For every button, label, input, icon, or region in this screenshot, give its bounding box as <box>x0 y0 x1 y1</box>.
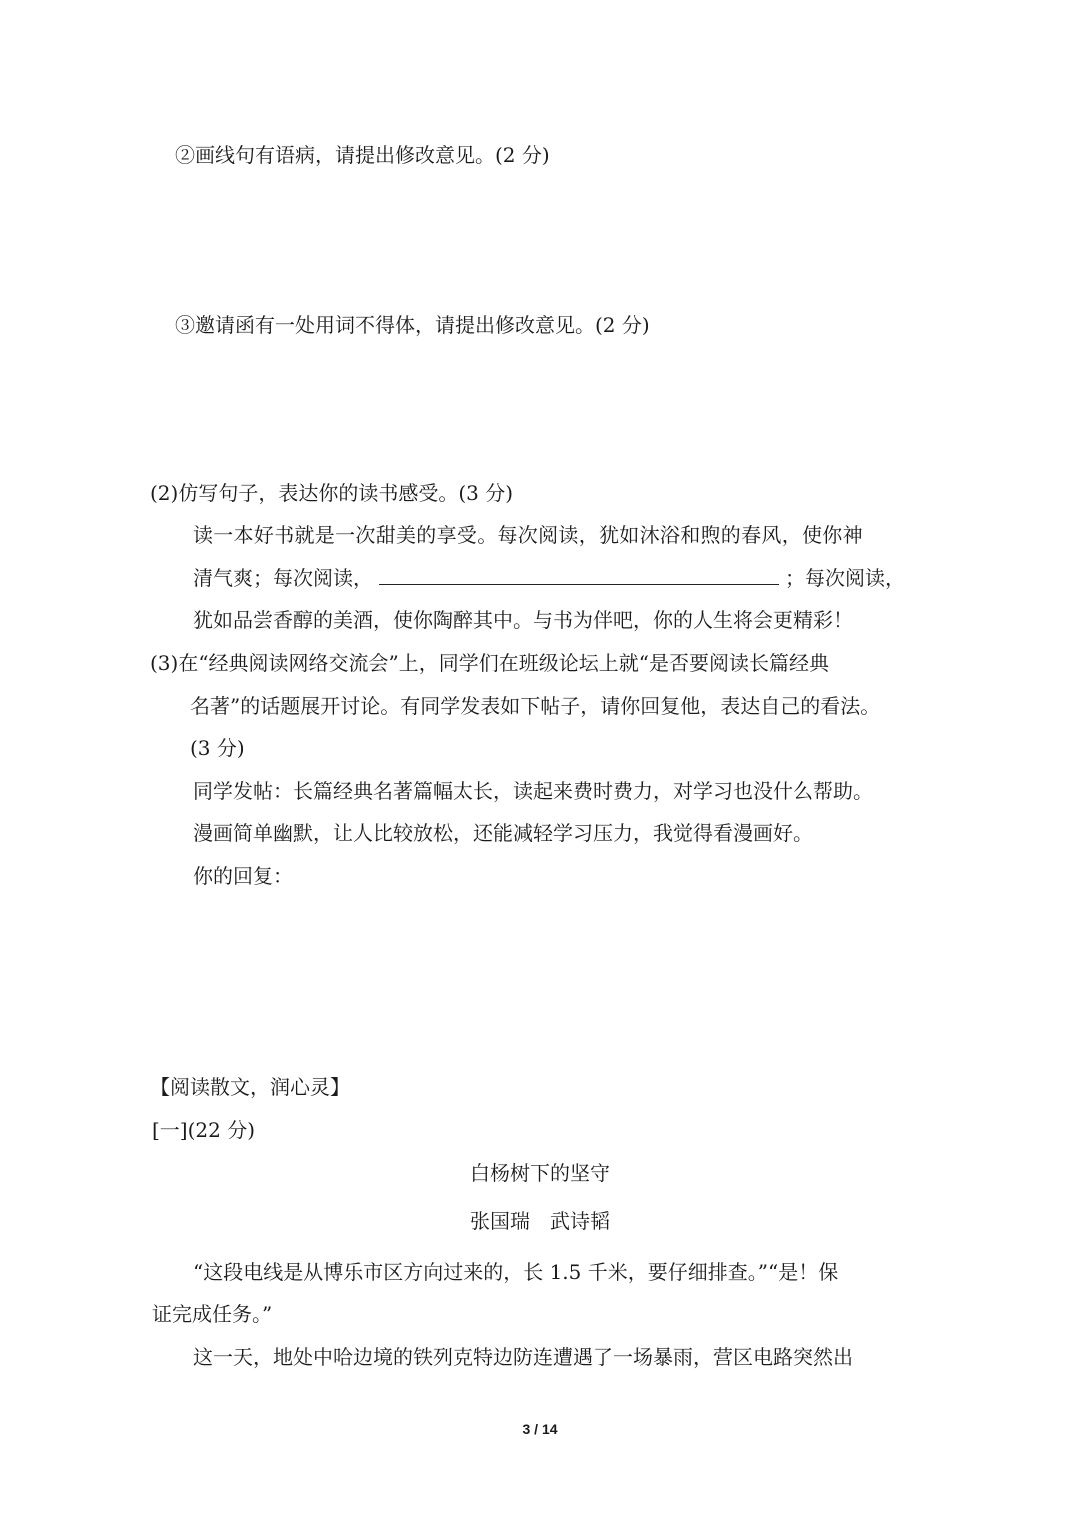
section-heading: 【阅读散文，润心灵】 <box>150 1075 350 1099</box>
question-2-line1: 读一本好书就是一次甜美的享受。每次阅读，犹如沐浴和煦的春风，使你神 <box>193 523 863 547</box>
question-2-line3: 犹如品尝香醇的美酒，使你陶醉其中。与书为伴吧，你的人生将会更精彩！ <box>193 608 853 632</box>
page-number: 3 / 14 <box>522 1421 558 1437</box>
forum-post-line2: 漫画简单幽默，让人比较放松，还能减轻学习压力，我觉得看漫画好。 <box>193 821 813 845</box>
question-3-line1: (3)在“经典阅读网络交流会”上，同学们在班级论坛上就“是否要阅读长篇经典 <box>150 651 830 675</box>
paragraph-1-line1: “这段电线是从博乐市区方向过来的，长 1.5 千米，要仔细排查。”“是！保 <box>193 1260 839 1284</box>
article-title: 白杨树下的坚守 <box>470 1161 610 1185</box>
question-1-2: ②画线句有语病，请提出修改意见。(2 分) <box>175 143 550 167</box>
question-2-line2-before: 清气爽；每次阅读， <box>193 566 373 590</box>
question-2-line2-after: ；每次阅读， <box>785 566 905 590</box>
forum-post-line1: 同学发帖：长篇经典名著篇幅太长，读起来费时费力，对学习也没什么帮助。 <box>193 779 873 803</box>
paragraph-2-line1: 这一天，地处中哈边境的铁列克特边防连遭遇了一场暴雨，营区电路突然出 <box>193 1345 853 1369</box>
question-3-line2: 名著”的话题展开讨论。有同学发表如下帖子，请你回复他，表达自己的看法。 <box>190 694 881 718</box>
question-1-3: ③邀请函有一处用词不得体，请提出修改意见。(2 分) <box>175 313 650 337</box>
question-2-prompt: (2)仿写句子，表达你的读书感受。(3 分) <box>150 481 514 505</box>
article-authors: 张国瑞 武诗韬 <box>470 1209 610 1233</box>
question-2-line2 <box>193 565 905 591</box>
part-label: [一](22 分) <box>152 1118 256 1142</box>
question-3-score: (3 分) <box>190 736 245 760</box>
paragraph-1-line2: 证完成任务。” <box>152 1302 273 1326</box>
answer-blank[interactable] <box>379 566 779 585</box>
reply-label: 你的回复： <box>193 864 293 888</box>
